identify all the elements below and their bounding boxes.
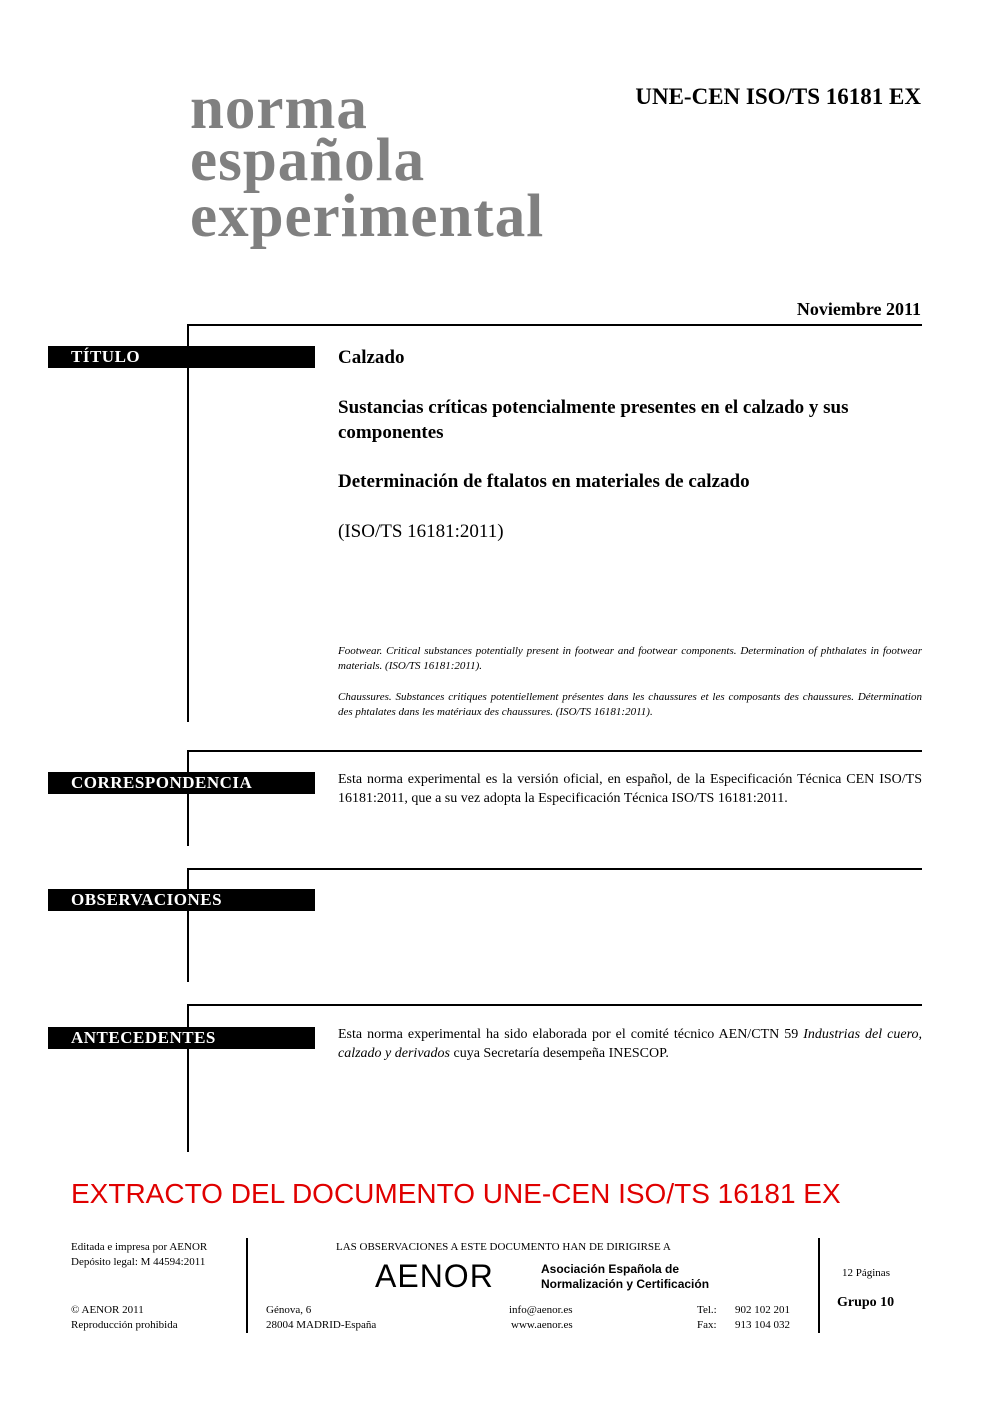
footer-observaciones-notice: LAS OBSERVACIONES A ESTE DOCUMENTO HAN DE DIRIGIRSE A	[336, 1241, 671, 1253]
aenor-org-name	[541, 1262, 709, 1292]
label-titulo: TÍTULO	[48, 346, 315, 368]
titulo-french: Chaussures. Substances critiques potentiellement présentes dans les chaussures et les composants des chaussures. Détermination des phtalates dans les matériaux des chaussures. (ISO/TS 16181:2011).	[338, 691, 922, 718]
titulo-english: Footwear. Critical substances potentially present in footwear and footwear components. Determination of phthalates in footwear materials. (ISO/TS 16181:2011).	[338, 645, 922, 672]
antecedentes-text	[338, 1025, 922, 1063]
section-bar-observaciones	[187, 868, 189, 982]
titulo-line-calzado: Calzado	[338, 347, 405, 368]
footer-deposito: Depósito legal: M 44594:2011	[71, 1256, 206, 1268]
aenor-org-line-1: Asociación Española de	[541, 1262, 680, 1276]
footer-edited: Editada e impresa por AENOR	[71, 1241, 208, 1253]
label-observaciones: OBSERVACIONES	[48, 889, 315, 911]
footer-divider-left	[246, 1238, 248, 1333]
correspondencia-text: Esta norma experimental es la versión oficial, en español, de la Especificación Técnica CEN ISO/TS 16181:2011, que a su vez adopta la Especificación Técnica ISO/TS 16181:2011.	[338, 772, 922, 806]
antecedentes-text-end: cuya Secretaría desempeña INESCOP.	[449, 1046, 669, 1061]
standard-code: UNE-CEN ISO/TS 16181 EX	[635, 84, 921, 109]
footer-reproduccion: Reproducción prohibida	[71, 1319, 178, 1331]
section-rule-observaciones	[188, 868, 922, 870]
footer-email[interactable]: info@aenor.es	[509, 1304, 573, 1316]
label-correspondencia: CORRESPONDENCIA	[48, 772, 315, 794]
title-word-norma: norma	[190, 75, 368, 142]
section-bar-correspondencia	[187, 750, 189, 846]
titulo-iso-reference: (ISO/TS 16181:2011)	[338, 521, 504, 542]
footer-divider-right	[818, 1238, 820, 1333]
section-bar-titulo	[187, 324, 189, 722]
label-antecedentes: ANTECEDENTES	[48, 1027, 315, 1049]
publication-date: Noviembre 2011	[796, 299, 921, 319]
title-word-experimental: experimental	[190, 183, 545, 250]
section-rule-titulo	[188, 324, 922, 326]
footer-fax: 913 104 032	[735, 1319, 790, 1331]
footer-tel: 902 102 201	[735, 1304, 790, 1316]
aenor-logo: AENOR	[375, 1258, 494, 1294]
footer-tel-label: Tel.:	[697, 1304, 717, 1316]
titulo-line-sustancias: Sustancias críticas potencialmente presentes en el calzado y sus componentes	[338, 397, 849, 443]
footer-address-street: Génova, 6	[266, 1304, 312, 1316]
footer-pages: 12 Páginas	[842, 1267, 890, 1279]
footer-address-city: 28004 MADRID-España	[266, 1319, 377, 1331]
antecedentes-text-start: Esta norma experimental ha sido elaborada por el comité técnico AEN/CTN 59	[338, 1027, 804, 1042]
footer-grupo: Grupo 10	[837, 1295, 895, 1310]
titulo-line-determinacion: Determinación de ftalatos en materiales de calzado	[338, 471, 750, 492]
section-rule-correspondencia	[188, 750, 922, 752]
title-word-espanola: española	[190, 127, 426, 194]
antecedentes-committee-name: Industrias del cuero, calzado y derivados	[338, 1027, 923, 1061]
aenor-org-line-2: Normalización y Certificación	[541, 1277, 710, 1291]
footer-website[interactable]: www.aenor.es	[511, 1319, 573, 1331]
section-rule-antecedentes	[188, 1004, 922, 1006]
footer-fax-label: Fax:	[697, 1319, 717, 1331]
extract-notice: EXTRACTO DEL DOCUMENTO UNE-CEN ISO/TS 16181 EX	[71, 1178, 841, 1209]
footer-copyright: © AENOR 2011	[71, 1304, 144, 1316]
